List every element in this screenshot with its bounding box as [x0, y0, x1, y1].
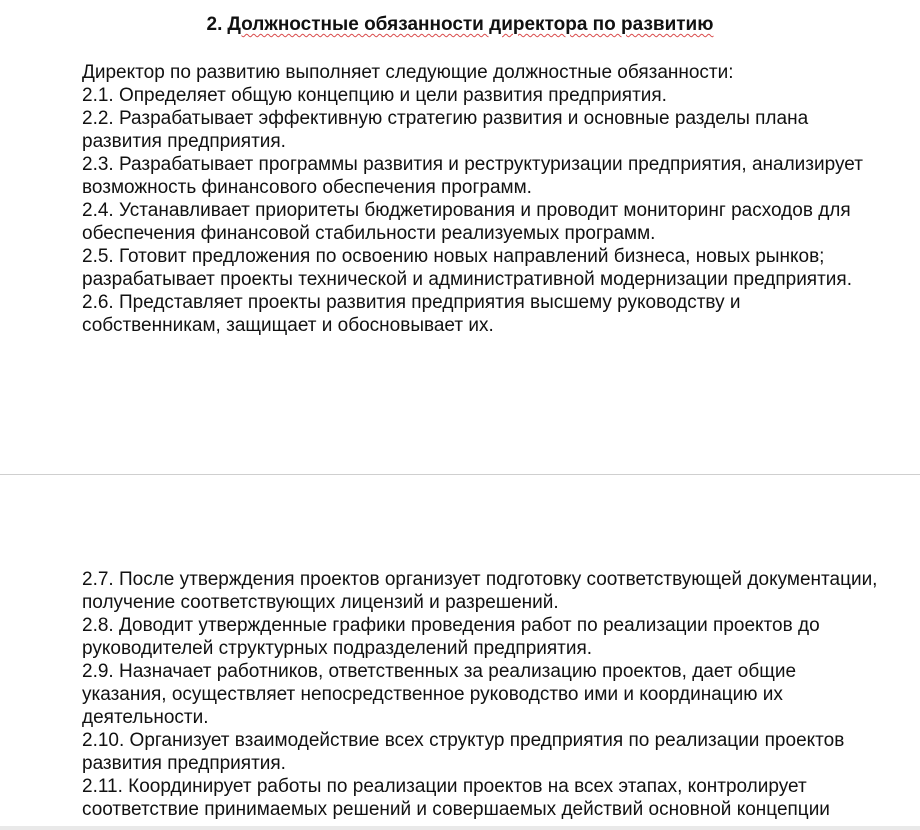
- duty-item: 2.8. Доводит утвержденные графики проведения работ по реализации проектов до руководителей структурных подразделений предприятия.: [82, 615, 820, 659]
- duties-block-page-2: [82, 568, 882, 821]
- intro-paragraph: Директор по развитию выполняет следующие должностные обязанности:: [82, 62, 734, 83]
- duty-item: 2.11. Координирует работы по реализации проектов на всех этапах, контролирует соответствие принимаемых решений и совершаемых действий основной концепции: [82, 776, 830, 820]
- duty-item: 2.6. Представляет проекты развития предприятия высшему руководству и собственникам, защищает и обосновывает их.: [82, 292, 741, 336]
- duties-block-page-1: [82, 61, 882, 337]
- duty-item: 2.7. После утверждения проектов организует подготовку соответствующей документации, получение соответствующих лицензий и разрешений.: [82, 569, 878, 613]
- document-page-2: [0, 475, 920, 827]
- section-heading: [0, 13, 920, 37]
- viewport-bottom-edge: [0, 826, 920, 830]
- section-title: Должностные обязанности директора по развитию: [227, 14, 714, 35]
- duty-item: 2.10. Организует взаимодействие всех структур предприятия по реализации проектов развития предприятия.: [82, 730, 845, 774]
- section-number: 2.: [206, 14, 223, 35]
- duty-item: 2.5. Готовит предложения по освоению новых направлений бизнеса, новых рынков; разрабатывает проекты технической и административной модернизации предприятия.: [82, 246, 852, 290]
- duty-item: 2.4. Устанавливает приоритеты бюджетирования и проводит мониторинг расходов для обеспечения финансовой стабильности реализуемых программ.: [82, 200, 851, 244]
- duty-item: 2.1. Определяет общую концепцию и цели развития предприятия.: [82, 85, 667, 106]
- duty-item: 2.9. Назначает работников, ответственных за реализацию проектов, дает общие указания, осуществляет непосредственное руководство ими и координацию их деятельности.: [82, 661, 797, 728]
- duty-item: 2.2. Разрабатывает эффективную стратегию развития и основные разделы плана развития предприятия.: [82, 108, 809, 152]
- duty-item: 2.3. Разрабатывает программы развития и реструктуризации предприятия, анализирует возможность финансового обеспечения программ.: [82, 154, 863, 198]
